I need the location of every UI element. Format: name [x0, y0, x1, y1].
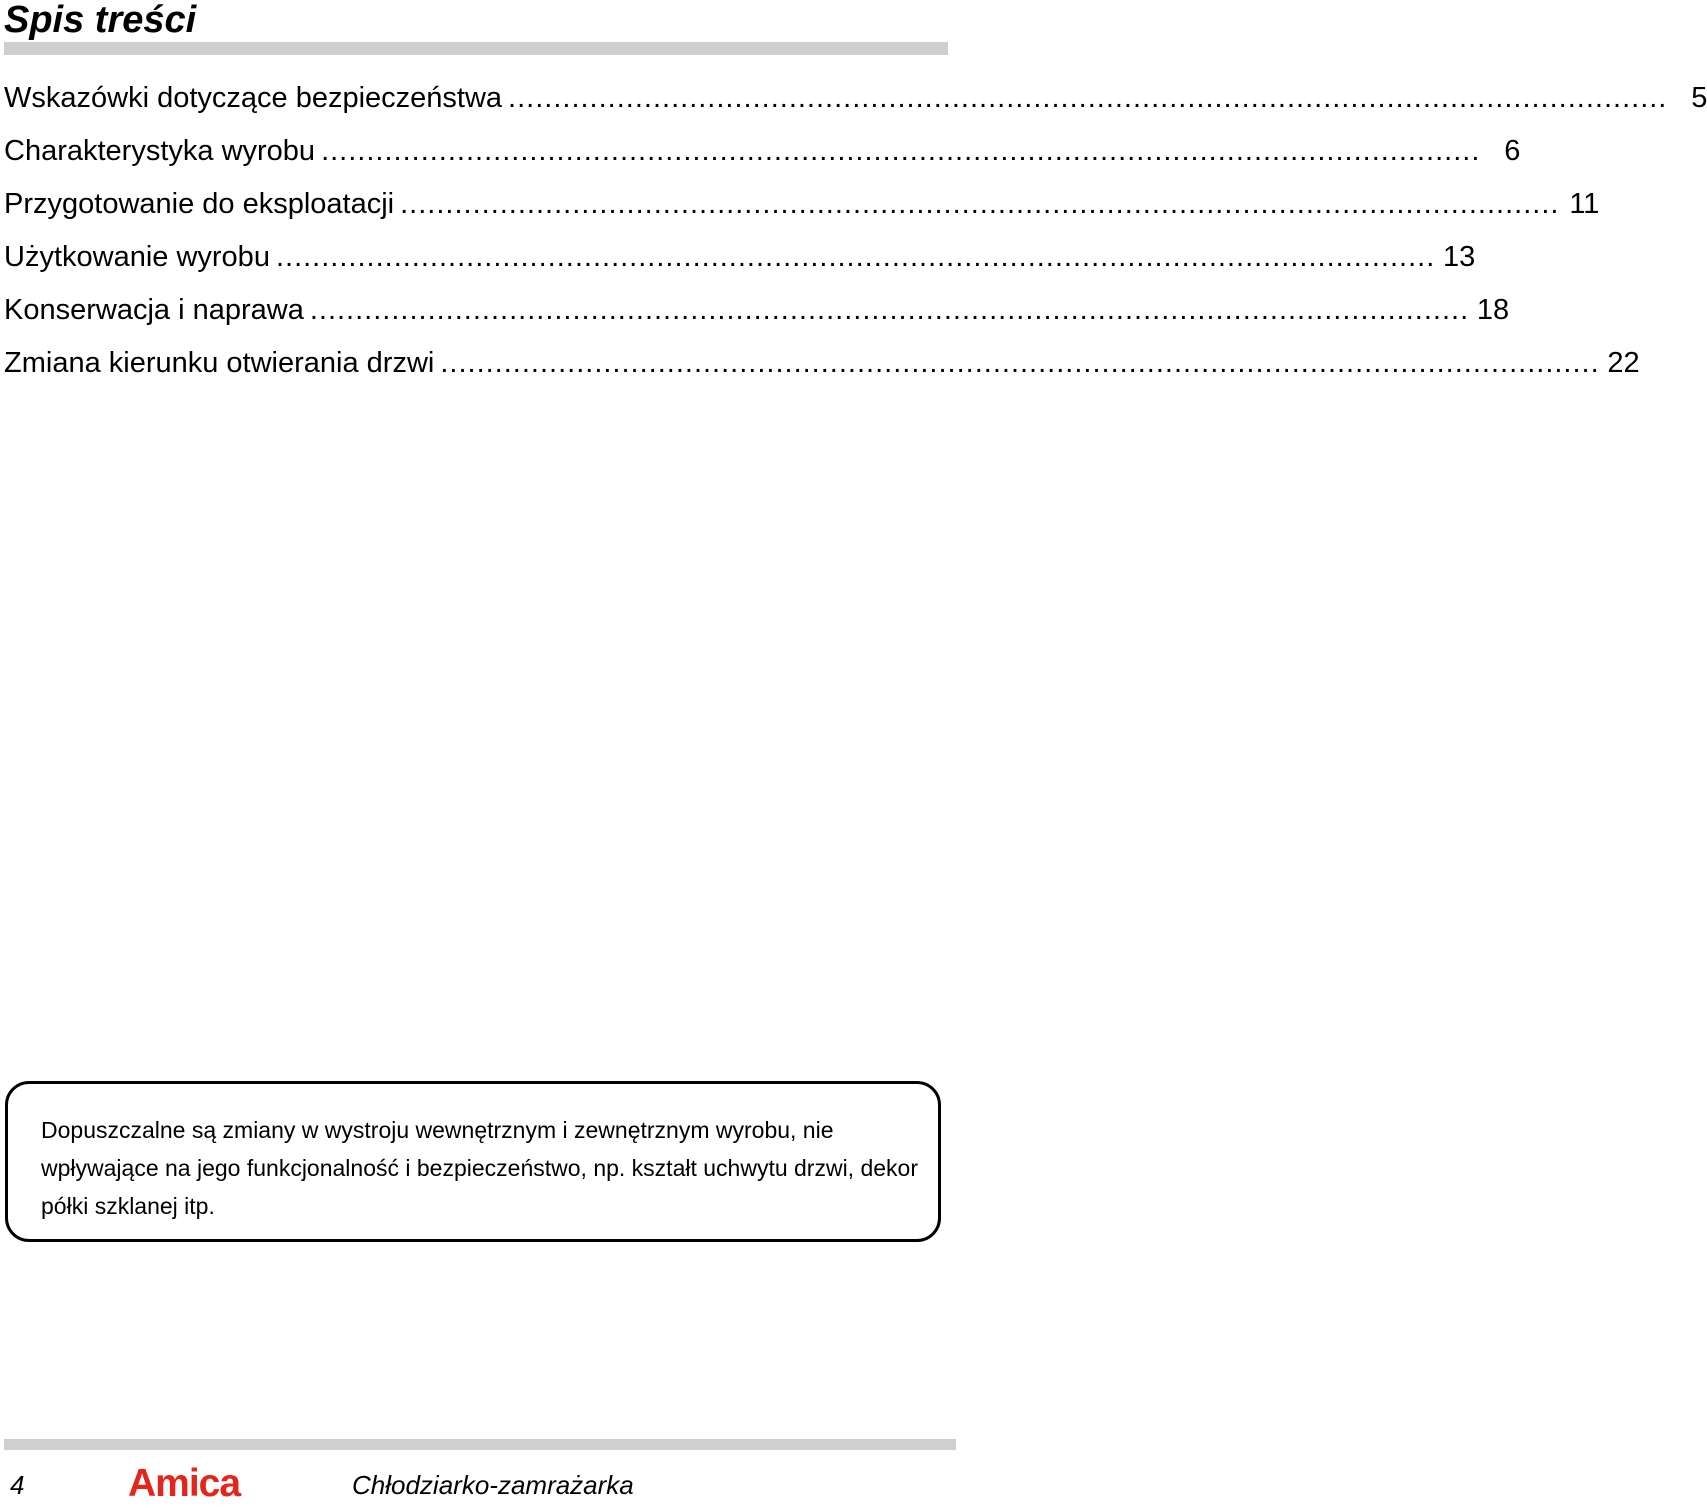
toc-item[interactable] — [4, 178, 1600, 231]
toc-item-label: Wskazówki dotyczące bezpieczeństwa — [4, 82, 503, 114]
toc-item-page: 18 — [1476, 294, 1510, 326]
toc-item-label: Charakterystyka wyrobu — [4, 135, 316, 167]
toc-leader-dots: ................................................................................................................................ — [440, 347, 1600, 379]
footer-page-number: 4 — [10, 1470, 25, 1500]
notice-text: Dopuszczalne są zmiany w wystroju wewnętrznym i zewnętrznym wyrobu, nie wpływające na jego funkcjonalność i bezpieczeństwo, np. kształt uchwytu drzwi, dekor półki szklanej itp. — [41, 1117, 918, 1219]
table-of-contents — [4, 72, 1707, 390]
toc-item[interactable] — [4, 125, 1521, 178]
toc-leader-dots: ................................................................................................................................ — [275, 241, 1436, 273]
toc-item-page: 11 — [1569, 188, 1600, 220]
toc-item-label: Zmiana kierunku otwierania drzwi — [4, 347, 435, 379]
toc-leader-dots: ................................................................................................................................ — [508, 82, 1668, 114]
title-rule — [4, 42, 948, 55]
notice-box — [5, 1081, 941, 1242]
toc-leader-dots: ................................................................................................................................ — [321, 135, 1481, 167]
toc-item-label: Konserwacja i naprawa — [4, 294, 304, 326]
toc-item[interactable] — [4, 337, 1640, 390]
toc-item-page: 22 — [1607, 347, 1640, 379]
footer-product-name: Chłodziarko-zamrażarka — [352, 1470, 634, 1500]
toc-item[interactable] — [4, 72, 1707, 125]
toc-item-page: 13 — [1443, 241, 1476, 273]
toc-leader-dots: ................................................................................................................................ — [309, 294, 1470, 326]
page-title: Spis treści — [4, 0, 197, 41]
toc-item-page: 5 — [1691, 82, 1707, 114]
toc-item-page: 6 — [1504, 135, 1521, 167]
toc-item[interactable] — [4, 284, 1510, 337]
footer-rule — [4, 1439, 956, 1450]
toc-item[interactable] — [4, 231, 1476, 284]
toc-item-label: Przygotowanie do eksploatacji — [4, 188, 395, 220]
toc-item-label: Użytkowanie wyrobu — [4, 241, 270, 273]
amica-logo: Amica — [128, 1462, 241, 1505]
toc-leader-dots: ................................................................................................................................ — [400, 188, 1560, 220]
